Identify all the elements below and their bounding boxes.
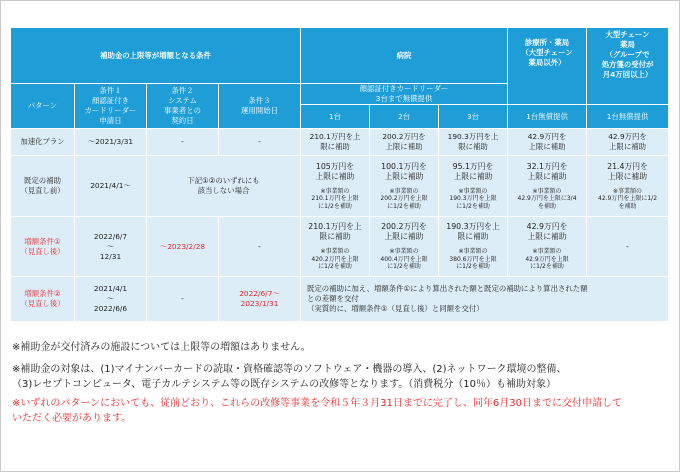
increase1-hospital-1 bbox=[301, 217, 370, 277]
clinic-pharmacy-header: 診療所・薬局 （大型チェーン 薬局以外） bbox=[508, 28, 587, 105]
amount-note: ※事業額の 420.2万円を上限 に1/2を補助 bbox=[311, 248, 359, 271]
amount: 210.1万円を上 限に補助 bbox=[308, 222, 362, 242]
amount-note: ※事業額の 200.2万円を上限 に1/2を補助 bbox=[380, 187, 428, 210]
amount-note: ※事業額の 42.9万円を上限 に1/2を補助 bbox=[525, 248, 569, 271]
subsidy-conditions-table bbox=[10, 27, 669, 322]
row-label-increase2: 増額条件② （見直し後） bbox=[11, 277, 75, 322]
table-row bbox=[11, 156, 669, 217]
accel-cond1: ～2021/3/31 bbox=[75, 129, 147, 156]
increase2-cond3: 2022/6/7～ 2023/1/31 bbox=[219, 277, 301, 322]
hospital-header: 病院 bbox=[301, 28, 508, 84]
amount: 95.1万円を 上限に補助 bbox=[452, 161, 494, 181]
increase1-cond3: - bbox=[219, 217, 301, 277]
amount-note: ※事業額の 380.6万円を上限 に1/2を補助 bbox=[449, 248, 497, 271]
accel-cond3: - bbox=[219, 129, 301, 156]
header-row-1 bbox=[11, 28, 669, 84]
units-1-header: 1台 bbox=[301, 105, 370, 129]
amount-note: ※事業額の 210.1万円を上限 に1/2を補助 bbox=[311, 187, 359, 210]
accel-cond2: - bbox=[147, 129, 219, 156]
accel-clinic: 42.9万円を 上限に補助 bbox=[508, 129, 587, 156]
row-label-accel: 加速化プラン bbox=[11, 129, 75, 156]
amount-note: ※事業額の 42.9万円を上限に1/2 を補助 bbox=[598, 187, 658, 210]
accel-hospital-1: 210.1万円を上 限に補助 bbox=[301, 129, 370, 156]
cond3-header: 条件３ 運用開始日 bbox=[219, 84, 301, 129]
note-already-paid: ※補助金が交付済みの施設については上限等の増額はありません。 bbox=[12, 342, 311, 353]
standard-clinic bbox=[508, 156, 587, 217]
increase1-clinic bbox=[508, 217, 587, 277]
table-row bbox=[11, 277, 669, 322]
cond1-header: 条件１ 顔認証付き カードリーダー 申請日 bbox=[75, 84, 147, 129]
amount: 200.2万円を 上限に補助 bbox=[381, 222, 427, 242]
increase1-cond2: ～2023/2/28 bbox=[147, 217, 219, 277]
amount-note: ※事業額の 400.4万円を上限 に1/2を補助 bbox=[380, 248, 428, 271]
table-row bbox=[11, 129, 669, 156]
standard-hospital-1 bbox=[301, 156, 370, 217]
standard-cond1: 2021/4/1～ bbox=[75, 156, 147, 217]
chain-pharmacy-header: 大型チェーン 薬局 （グループで 処方箋の受付が 月4万回以上） bbox=[587, 28, 669, 105]
units-3-header: 3台 bbox=[439, 105, 508, 129]
standard-cond23: 下記①②のいずれにも 該当しない場合 bbox=[147, 156, 301, 217]
amount-note: ※事業額の 42.9万円を上限に3/4 を補助 bbox=[517, 187, 577, 210]
standard-hospital-2 bbox=[370, 156, 439, 217]
increase1-hospital-2 bbox=[370, 217, 439, 277]
amount: 105万円を 上限に補助 bbox=[315, 161, 355, 181]
accel-hospital-3: 190.3万円を上 限に補助 bbox=[439, 129, 508, 156]
reader-free-header: 顔認証付きカードリーダー 3台まで無償提供 bbox=[301, 84, 508, 105]
amount: 100.1万円を 上限に補助 bbox=[381, 161, 427, 181]
increase2-merged-note: 既定の補助に加え、増額条件①により算出された額と既定の補助により算出された額 との差額を交付 （実質的に、増額条件①（見直し後）と同額を交付） bbox=[301, 277, 669, 322]
increase2-cond1: 2021/4/1 ～ 2022/6/6 bbox=[75, 277, 147, 322]
cond2-header: 条件２ システム 事業者との 契約日 bbox=[147, 84, 219, 129]
row-label-standard: 既定の補助 （見直し前） bbox=[11, 156, 75, 217]
amount: 21.4万円を 上限に補助 bbox=[607, 161, 648, 181]
chain-free-header: 1台無償提供 bbox=[587, 105, 669, 129]
increase1-cond1: 2022/6/7 ～ 12/31 bbox=[75, 217, 147, 277]
row-label-increase1: 増額条件① （見直し後） bbox=[11, 217, 75, 277]
note-scope-1: ※補助金の対象は、(1)マイナンバーカードの読取・資格確認等のソフトウェア・機器の導入、(2)ネットワーク環境の整備、 bbox=[12, 364, 567, 375]
standard-chain bbox=[587, 156, 669, 217]
note-scope-2: （3)レセプトコンピュータ、電子カルテシステム等の既存システムの改修等となります。（消費税分（10％）も補助対象） bbox=[12, 379, 556, 390]
clinic-free-header: 1台無償提供 bbox=[508, 105, 587, 129]
amount-note: ※事業額の 190.3万円を上限 に1/2を補助 bbox=[449, 187, 497, 210]
increase2-cond2: - bbox=[147, 277, 219, 322]
increase1-hospital-3 bbox=[439, 217, 508, 277]
accel-hospital-2: 200.2万円を 上限に補助 bbox=[370, 129, 439, 156]
amount: 42.9万円を 上限に補助 bbox=[526, 222, 568, 242]
accel-chain: 42.9万円を 上限に補助 bbox=[587, 129, 669, 156]
conditions-group-header: 補助金の上限等が増額となる条件 bbox=[11, 28, 301, 84]
note-deadline-1: ※いずれのパターンにおいても、従前どおり、これらの改修等事業を令和５年３月31日までに完了し、同年6月30日までに交付申請して bbox=[12, 398, 622, 409]
note-deadline-2: いただく必要があります。 bbox=[12, 413, 132, 424]
amount: 32.1万円を 上限に補助 bbox=[526, 161, 568, 181]
pattern-header: パターン bbox=[11, 84, 75, 129]
table-row bbox=[11, 217, 669, 277]
units-2-header: 2台 bbox=[370, 105, 439, 129]
standard-hospital-3 bbox=[439, 156, 508, 217]
increase1-chain: - bbox=[587, 217, 669, 277]
amount: 190.3万円を上 限に補助 bbox=[446, 222, 500, 242]
